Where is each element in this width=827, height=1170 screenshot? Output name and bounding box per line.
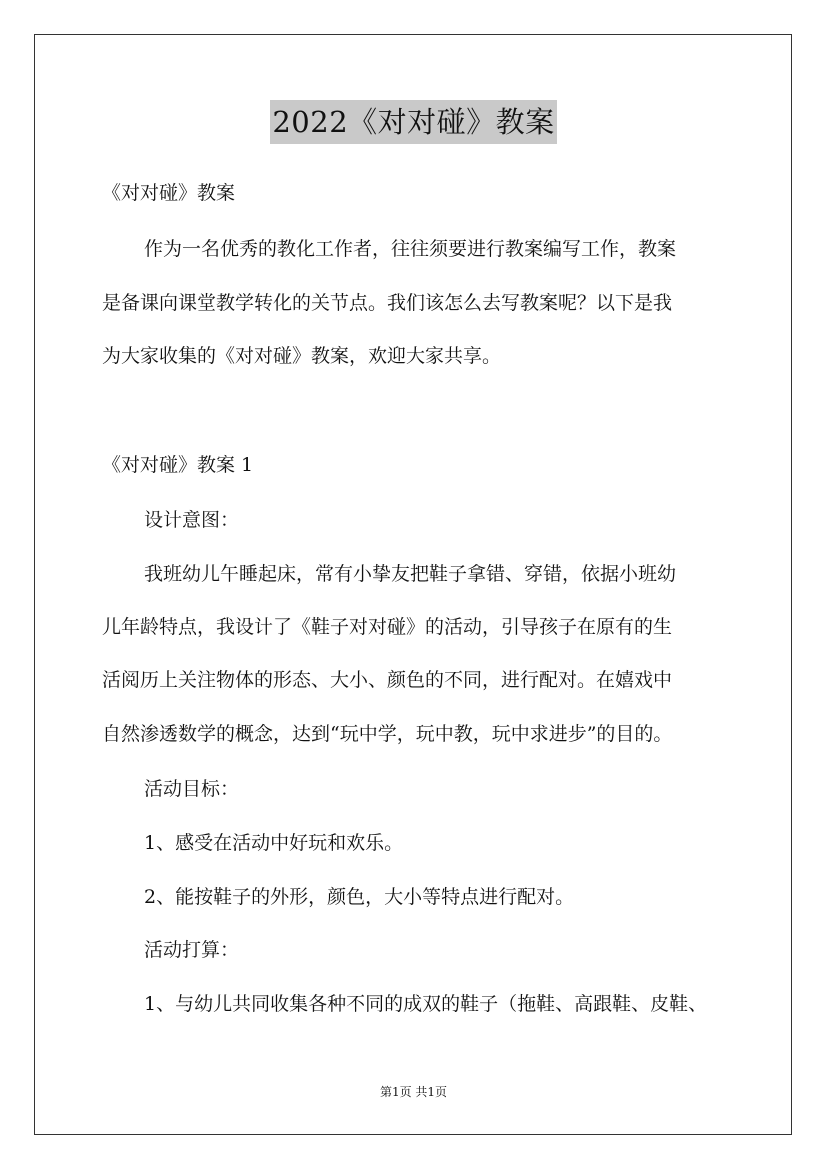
section-heading: 《对对碰》教案 1 [102,454,254,476]
document-title-wrap [0,100,827,144]
design-line-3: 活阅历上关注物体的形态、大小、颜色的不同，进行配对。在嬉戏中 [102,669,673,691]
prep-label: 活动打算： [144,939,240,961]
goal-item-2: 2、能按鞋子的外形，颜色，大小等特点进行配对。 [144,886,575,908]
goals-label: 活动目标： [144,778,240,800]
document-title: 2022《对对碰》教案 [270,100,556,144]
subtitle: 《对对碰》教案 [102,182,236,204]
intro-line-3: 为大家收集的《对对碰》教案，欢迎大家共享。 [102,345,502,367]
intro-line-1: 作为一名优秀的教化工作者，往往须要进行教案编写工作，教案 [144,238,677,260]
design-label: 设计意图： [144,509,240,531]
design-line-4: 自然渗透数学的概念，达到“玩中学，玩中教，玩中求进步”的目的。 [102,723,673,745]
design-line-1: 我班幼儿午睡起床，常有小挚友把鞋子拿错、穿错，依据小班幼 [144,563,677,585]
prep-item-1: 1、与幼儿共同收集各种不同的成双的鞋子（拖鞋、高跟鞋、皮鞋、 [144,993,708,1015]
page-footer: 第1页 共1页 [379,1085,448,1099]
intro-line-2: 是备课向课堂教学转化的关节点。我们该怎么去写教案呢？以下是我 [102,292,673,314]
design-line-2: 儿年龄特点，我设计了《鞋子对对碰》的活动，引导孩子在原有的生 [102,616,673,638]
goal-item-1: 1、感受在活动中好玩和欢乐。 [144,832,404,854]
